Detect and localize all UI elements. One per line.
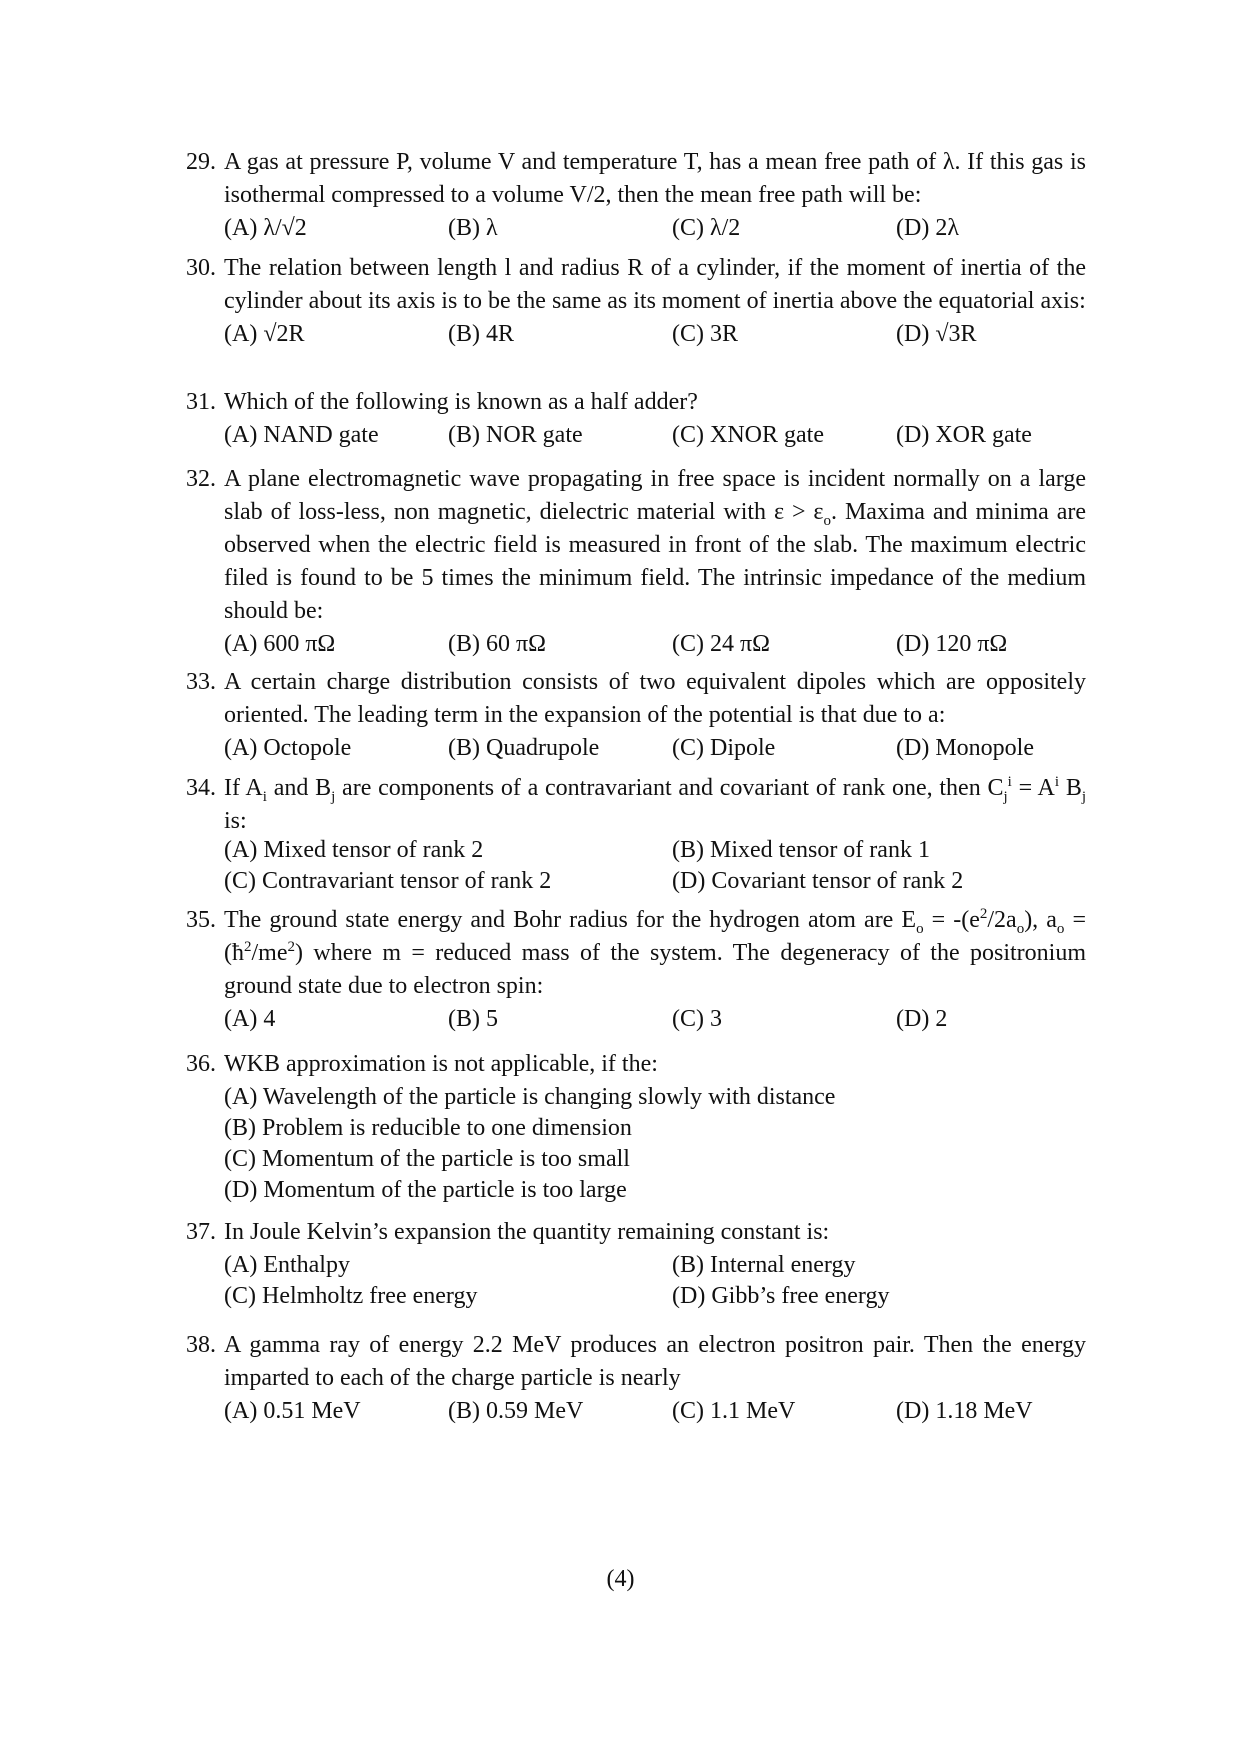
option-d: (D) 120 πΩ <box>896 631 1008 657</box>
option-d: (D) Covariant tensor of rank 2 <box>672 868 964 894</box>
option-c: (C) XNOR gate <box>672 422 824 448</box>
option-d: (D) XOR gate <box>896 422 1032 448</box>
question-text: In Joule Kelvin’s expansion the quantity remaining constant is: <box>224 1219 830 1245</box>
option-c: (C) Dipole <box>672 735 776 761</box>
option-c: (C) λ/2 <box>672 215 741 241</box>
option-b: (B) λ <box>448 215 498 241</box>
option-a: (A) λ/√2 <box>224 215 307 241</box>
options-row <box>186 628 1086 661</box>
question-text: A plane electromagnetic wave propagating in free space is incident normally on a large slab of loss-less, non magnetic, dielectric material with $\varepsilon > \varepsilon_o$. Maxima and minima are observed when the electric field is measured in front of the slab. The maximum electric filed is found to be 5 times the minimum field. The intrinsic impedance of the medium should be: <box>224 466 1086 624</box>
options-row <box>186 865 1086 896</box>
option-a: (A) NAND gate <box>224 422 379 448</box>
option-a: (A) 600 πΩ <box>224 631 336 657</box>
options-row <box>186 318 1086 351</box>
option-a: (A) Enthalpy <box>224 1252 350 1278</box>
option-b: (B) 4R <box>448 321 514 347</box>
question-text: The ground state energy and Bohr radius for the hydrogen atom are $E_o = -(e^2/2a_o)$, $a_o$ = $(ħ^2/me^2)$ where m = reduced mass of the system. The degeneracy of the positronium ground state due to electron spin: <box>224 906 1086 999</box>
option-d: (D) √3R <box>896 321 977 347</box>
option-b: (B) 5 <box>448 1006 498 1032</box>
question-32 <box>186 463 1086 661</box>
options-row <box>186 1395 1086 1428</box>
option-d: (D) 2λ <box>896 215 959 241</box>
option-b: (B) Internal energy <box>672 1252 856 1278</box>
options-row <box>186 1249 1086 1280</box>
option-d: (D) Momentum of the particle is too large <box>224 1177 627 1203</box>
option-d: (D) 2 <box>896 1006 948 1032</box>
question-36 <box>186 1048 1086 1205</box>
option-a: (A) 0.51 MeV <box>224 1398 361 1424</box>
option-b: (B) 0.59 MeV <box>448 1398 584 1424</box>
question-stem <box>186 1048 1086 1081</box>
question-text: A gas at pressure P, volume V and temperature T, has a mean free path of λ. If this gas is isothermal compressed to a volume V/2, then the mean free path will be: <box>224 149 1086 208</box>
question-38 <box>186 1329 1086 1428</box>
question-stem <box>186 904 1086 1003</box>
question-number: 30. <box>186 255 216 281</box>
question-text: Which of the following is known as a half adder? <box>224 389 698 415</box>
options-row <box>186 732 1086 765</box>
option-c: (C) 1.1 MeV <box>672 1398 796 1424</box>
options-row <box>186 419 1086 452</box>
option-b: (B) 60 πΩ <box>448 631 546 657</box>
option-a: (A) Wavelength of the particle is changing slowly with distance <box>224 1084 836 1110</box>
options-row <box>186 1280 1086 1311</box>
question-33 <box>186 666 1086 765</box>
option-c: (C) 3 <box>672 1006 722 1032</box>
option-a: (A) 4 <box>224 1006 276 1032</box>
question-29 <box>186 146 1086 245</box>
question-stem <box>186 1329 1086 1395</box>
question-number: 33. <box>186 669 216 695</box>
question-31 <box>186 386 1086 452</box>
option-c: (C) Helmholtz free energy <box>224 1283 478 1309</box>
question-stem <box>186 1216 1086 1249</box>
question-stem <box>186 146 1086 212</box>
option-b: (B) NOR gate <box>448 422 583 448</box>
option-b: (B) Mixed tensor of rank 1 <box>672 837 930 863</box>
option-c: (C) Contravariant tensor of rank 2 <box>224 868 552 894</box>
question-text: A certain charge distribution consists of two equivalent dipoles which are oppositely oriented. The leading term in the expansion of the potential is that due to a: <box>224 669 1086 728</box>
page-number: (4) <box>606 1566 635 1592</box>
question-stem <box>186 252 1086 318</box>
question-text: A gamma ray of energy 2.2 MeV produces an electron positron pair. Then the energy imparted to each of the charge particle is nearly <box>224 1332 1086 1391</box>
question-number: 29. <box>186 149 216 175</box>
question-number: 36. <box>186 1051 216 1077</box>
question-number: 38. <box>186 1332 216 1358</box>
option-a: (A) Octopole <box>224 735 352 761</box>
question-text: If $A_i$ and $B_j$ are components of a contravariant and covariant of rank one, then $C_j^i = A^i$ $B_j$ is: <box>224 774 1087 834</box>
option-b: (B) Problem is reducible to one dimension <box>224 1115 632 1141</box>
question-text: The relation between length l and radius R of a cylinder, if the moment of inertia of the cylinder about its axis is to be the same as its moment of inertia above the equatorial axis: <box>224 255 1086 314</box>
question-34 <box>186 772 1086 896</box>
question-35 <box>186 904 1086 1036</box>
question-number: 32. <box>186 466 216 492</box>
options-row <box>186 1003 1086 1036</box>
option-c: (C) 24 πΩ <box>672 631 770 657</box>
option-a: (A) Mixed tensor of rank 2 <box>224 837 484 863</box>
question-number: 35. <box>186 907 216 933</box>
question-37 <box>186 1216 1086 1311</box>
question-stem <box>186 386 1086 419</box>
option-c: (C) 3R <box>672 321 738 347</box>
options-row <box>186 834 1086 865</box>
question-stem <box>186 772 1086 838</box>
question-number: 34. <box>186 775 216 801</box>
options-row <box>186 212 1086 245</box>
option-d: (D) 1.18 MeV <box>896 1398 1033 1424</box>
question-stem <box>186 666 1086 732</box>
option-d: (D) Monopole <box>896 735 1034 761</box>
question-30 <box>186 252 1086 351</box>
option-d: (D) Gibb’s free energy <box>672 1283 890 1309</box>
question-number: 31. <box>186 389 216 415</box>
option-c: (C) Momentum of the particle is too small <box>224 1146 630 1172</box>
question-stem <box>186 463 1086 628</box>
question-text: WKB approximation is not applicable, if the: <box>224 1051 658 1077</box>
option-b: (B) Quadrupole <box>448 735 600 761</box>
option-a: (A) √2R <box>224 321 305 347</box>
question-number: 37. <box>186 1219 216 1245</box>
